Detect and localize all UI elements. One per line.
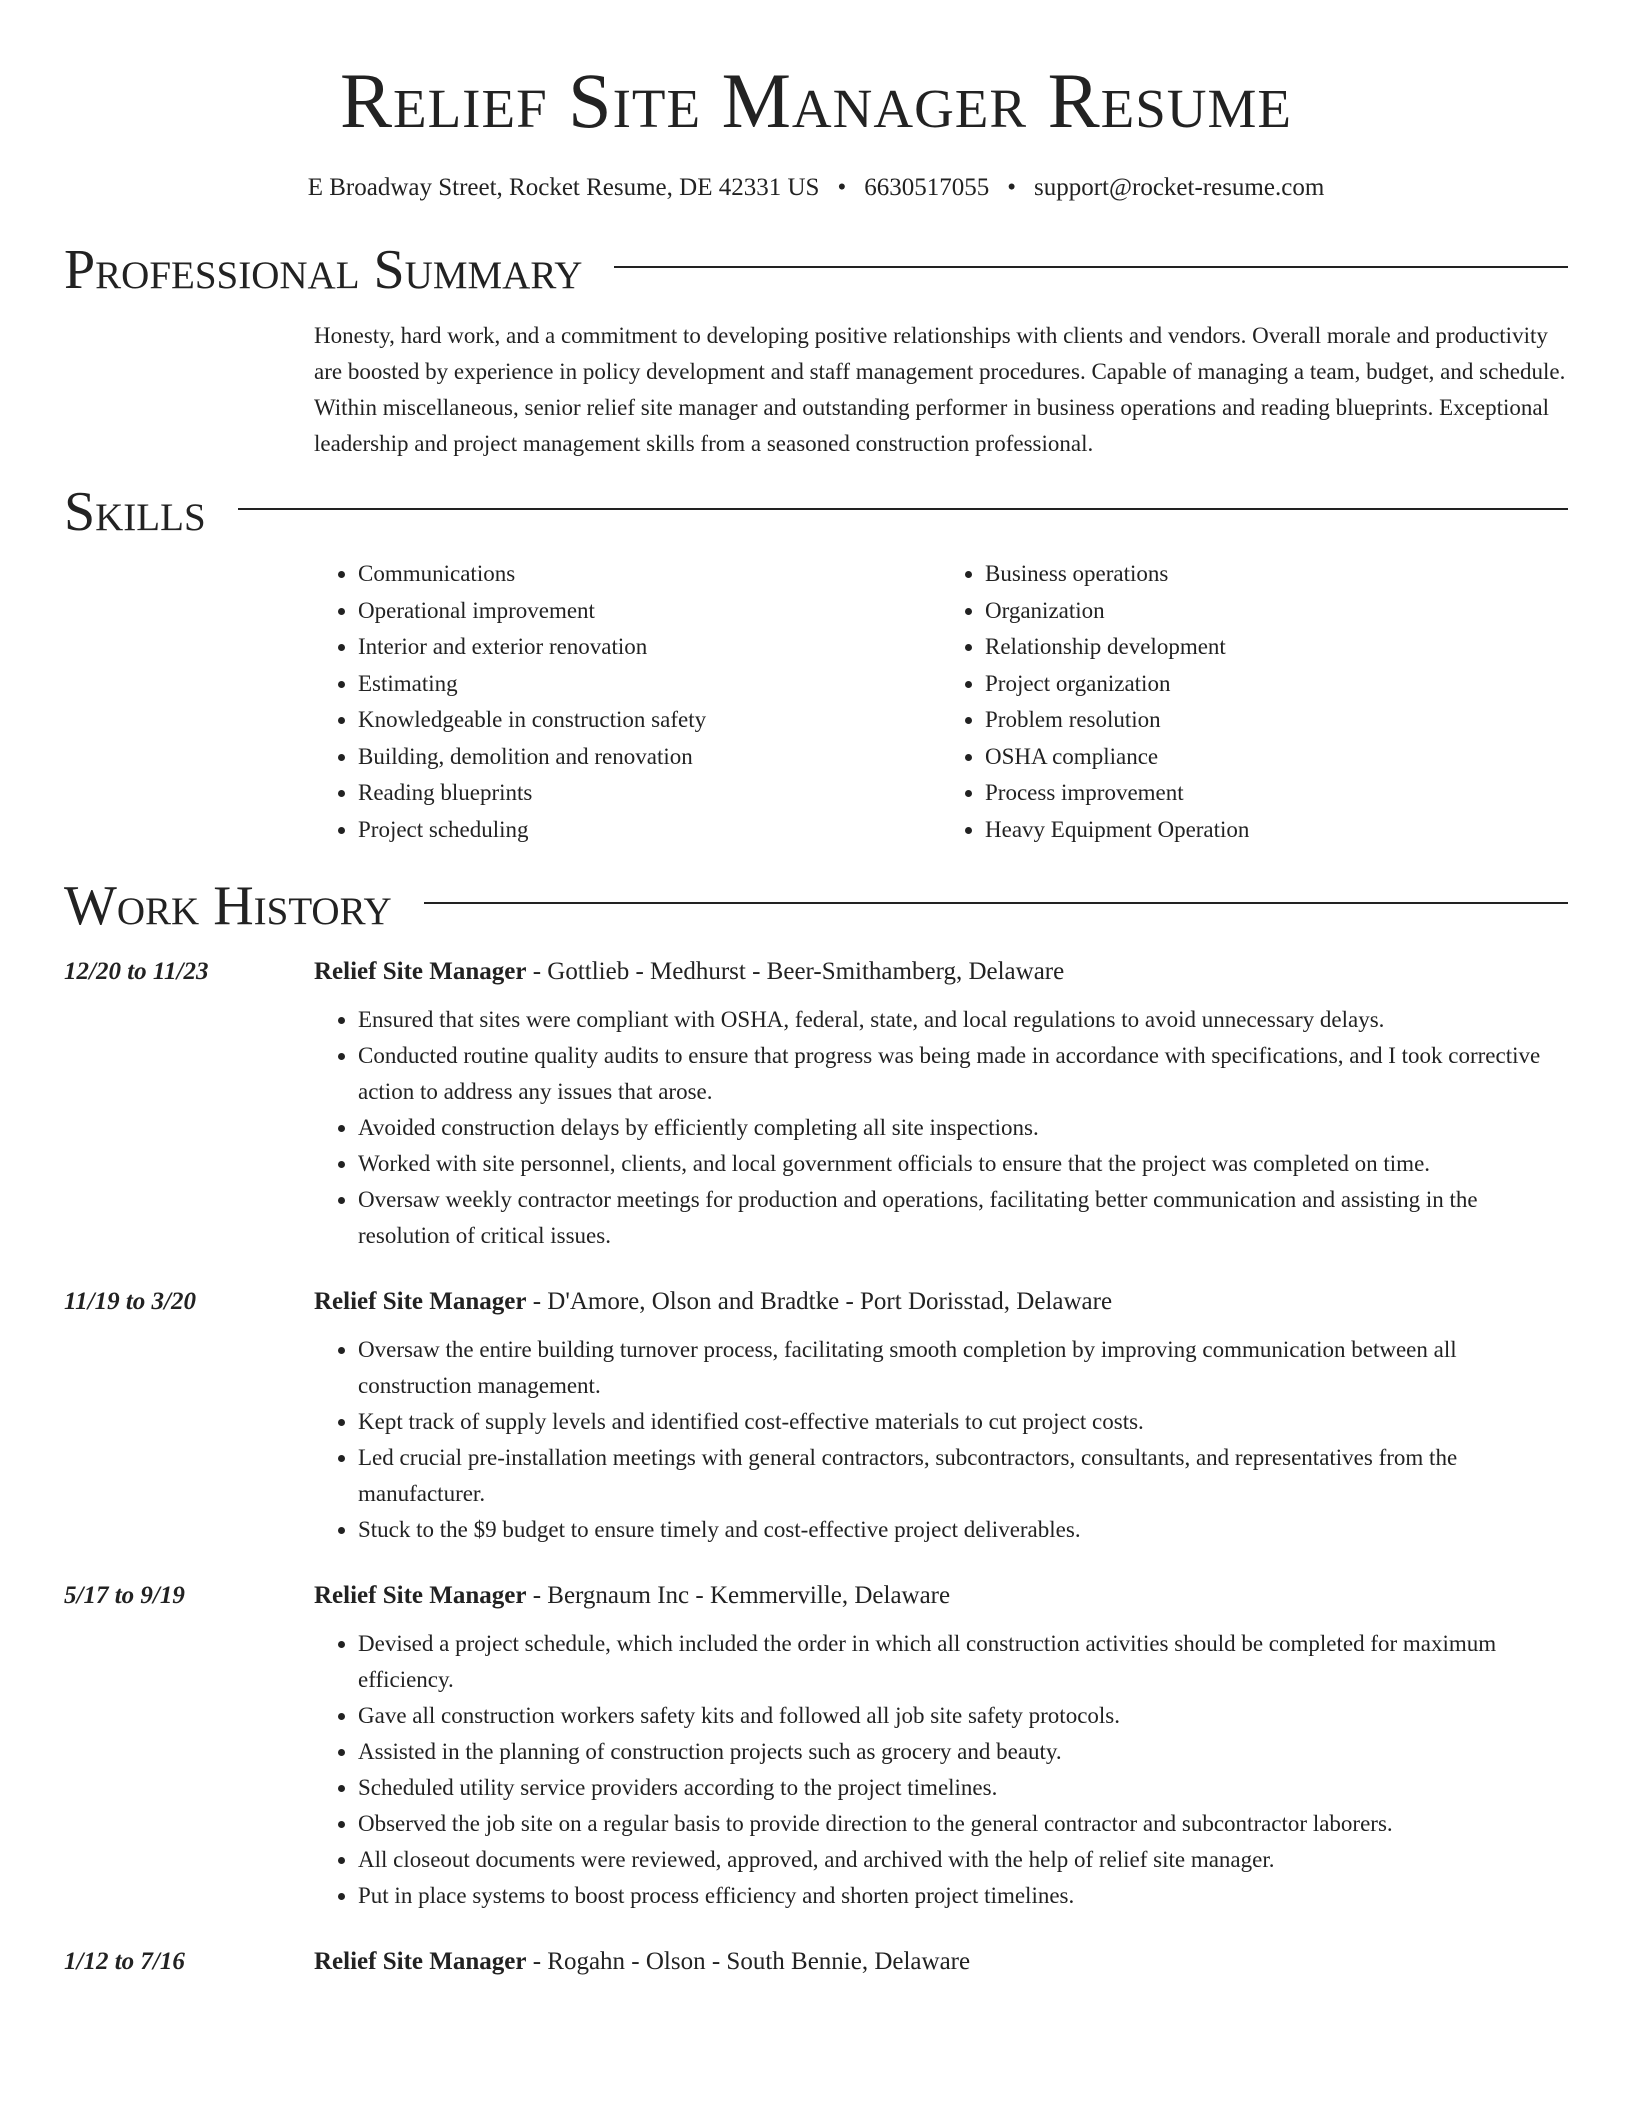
skill-item: • Problem resolution xyxy=(985,702,1568,739)
contact-separator: • xyxy=(837,174,847,201)
job-duties xyxy=(314,1626,1568,1914)
job-duty-item: • Kept track of supply levels and identified cost-effective materials to cut project costs. xyxy=(358,1404,1568,1440)
job-title-line xyxy=(314,954,1064,990)
job-employer: - Gottlieb - Medhurst - Beer-Smithamberg, Delaware xyxy=(526,958,1065,985)
job-header xyxy=(64,1578,1568,1614)
skills-heading: Skills xyxy=(64,481,206,543)
skill-item: • Operational improvement xyxy=(358,593,941,630)
skill-item: • Interior and exterior renovation xyxy=(358,629,941,666)
skill-item: • Reading blueprints xyxy=(358,775,941,812)
job-title: Relief Site Manager xyxy=(314,1948,527,1975)
job-dates: 5/17 to 9/19 xyxy=(64,1582,185,1609)
job-entry xyxy=(64,1578,1568,1914)
resume-title: Relief Site Manager Resume xyxy=(339,57,1293,144)
skill-item: • Building, demolition and renovation xyxy=(358,739,941,776)
skill-item: • Organization xyxy=(985,593,1568,630)
skill-item: • Knowledgeable in construction safety xyxy=(358,702,941,739)
job-header xyxy=(64,1944,1568,1980)
skill-item: • Heavy Equipment Operation xyxy=(985,812,1568,849)
job-duty-item: • Conducted routine quality audits to ensure that progress was being made in accordance with specifications, and I took corrective action to address any issues that arose. xyxy=(358,1038,1568,1110)
job-dates: 11/19 to 3/20 xyxy=(64,1288,196,1315)
job-duty-item: • Scheduled utility service providers according to the project timelines. xyxy=(358,1770,1568,1806)
job-header xyxy=(64,954,1568,990)
summary-section-header xyxy=(64,239,1568,301)
skill-item: • Process improvement xyxy=(985,775,1568,812)
work-section-header xyxy=(64,875,1568,937)
job-title: Relief Site Manager xyxy=(314,1288,527,1315)
job-title-line xyxy=(314,1284,1112,1320)
job-employer: - Rogahn - Olson - South Bennie, Delaware xyxy=(526,1948,971,1975)
job-entry xyxy=(64,1944,1568,1980)
job-employer: - Bergnaum Inc - Kemmerville, Delaware xyxy=(526,1582,951,1609)
job-duty-item: • Ensured that sites were compliant with OSHA, federal, state, and local regulations to avoid unnecessary delays. xyxy=(358,1002,1568,1038)
contact-address: E Broadway Street, Rocket Resume, DE 42331 US xyxy=(307,174,820,201)
contact-line xyxy=(64,174,1568,202)
job-duty-item: • Gave all construction workers safety kits and followed all job site safety protocols. xyxy=(358,1698,1568,1734)
job-title: Relief Site Manager xyxy=(314,958,527,985)
contact-phone: 6630517055 xyxy=(864,174,990,201)
job-duty-item: • Oversaw the entire building turnover process, facilitating smooth completion by improving communication between all construction management. xyxy=(358,1332,1568,1404)
skills-section-header xyxy=(64,481,1568,543)
skill-item: • Relationship development xyxy=(985,629,1568,666)
job-entry xyxy=(64,1284,1568,1548)
work-history-list xyxy=(64,954,1568,1980)
skill-item: • Business operations xyxy=(985,556,1568,593)
job-duty-item: • Assisted in the planning of construction projects such as grocery and beauty. xyxy=(358,1734,1568,1770)
skills-list xyxy=(314,556,1568,848)
work-heading: Work History xyxy=(64,875,392,937)
job-duty-item: • Worked with site personnel, clients, and local government officials to ensure that the project was completed on time. xyxy=(358,1146,1568,1182)
skill-item: • Communications xyxy=(358,556,941,593)
skill-item: • OSHA compliance xyxy=(985,739,1568,776)
job-dates: 1/12 to 7/16 xyxy=(64,1948,185,1975)
job-duty-item: • Devised a project schedule, which included the order in which all construction activities should be completed for maximum efficiency. xyxy=(358,1626,1568,1698)
job-duty-item: • Oversaw weekly contractor meetings for production and operations, facilitating better communication and assisting in the resolution of critical issues. xyxy=(358,1182,1568,1254)
job-title-line xyxy=(314,1944,970,1980)
section-divider xyxy=(238,508,1568,510)
summary-text: Honesty, hard work, and a commitment to developing positive relationships with clients and vendors. Overall morale and productivity are boosted by experience in policy development and staff management procedures. Capable of managing a team, budget, and schedule. Within miscellaneous, senior relief site manager and outstanding performer in business operations and reading blueprints. Exceptional leadership and project management skills from a seasoned construction professional. xyxy=(314,323,1566,456)
job-duty-item: • Observed the job site on a regular basis to provide direction to the general contractor and subcontractor laborers. xyxy=(358,1806,1568,1842)
skills-column-left xyxy=(314,556,941,848)
job-duty-item: • Put in place systems to boost process efficiency and shorten project timelines. xyxy=(358,1878,1568,1914)
summary-heading: Professional Summary xyxy=(64,239,583,301)
job-duty-item: • Stuck to the $9 budget to ensure timely and cost-effective project deliverables. xyxy=(358,1512,1568,1548)
job-title: Relief Site Manager xyxy=(314,1582,527,1609)
skill-item: • Estimating xyxy=(358,666,941,703)
job-employer: - D'Amore, Olson and Bradtke - Port Dorisstad, Delaware xyxy=(526,1288,1113,1315)
skills-column-right xyxy=(941,556,1568,848)
job-entry xyxy=(64,954,1568,1254)
section-divider xyxy=(424,902,1568,904)
skill-item: • Project organization xyxy=(985,666,1568,703)
job-title-line xyxy=(314,1578,950,1614)
section-divider xyxy=(614,266,1568,268)
job-duties xyxy=(314,1332,1568,1548)
job-duty-item: • Avoided construction delays by efficiently completing all site inspections. xyxy=(358,1110,1568,1146)
contact-separator: • xyxy=(1007,174,1016,201)
job-dates: 12/20 to 11/23 xyxy=(64,958,209,985)
job-duties xyxy=(314,1002,1568,1254)
contact-email[interactable]: support@rocket-resume.com xyxy=(1033,174,1325,201)
job-duty-item: • All closeout documents were reviewed, approved, and archived with the help of relief site manager. xyxy=(358,1842,1568,1878)
job-header xyxy=(64,1284,1568,1320)
skill-item: • Project scheduling xyxy=(358,812,941,849)
job-duty-item: • Led crucial pre-installation meetings with general contractors, subcontractors, consultants, and representatives from the manufacturer. xyxy=(358,1440,1568,1512)
